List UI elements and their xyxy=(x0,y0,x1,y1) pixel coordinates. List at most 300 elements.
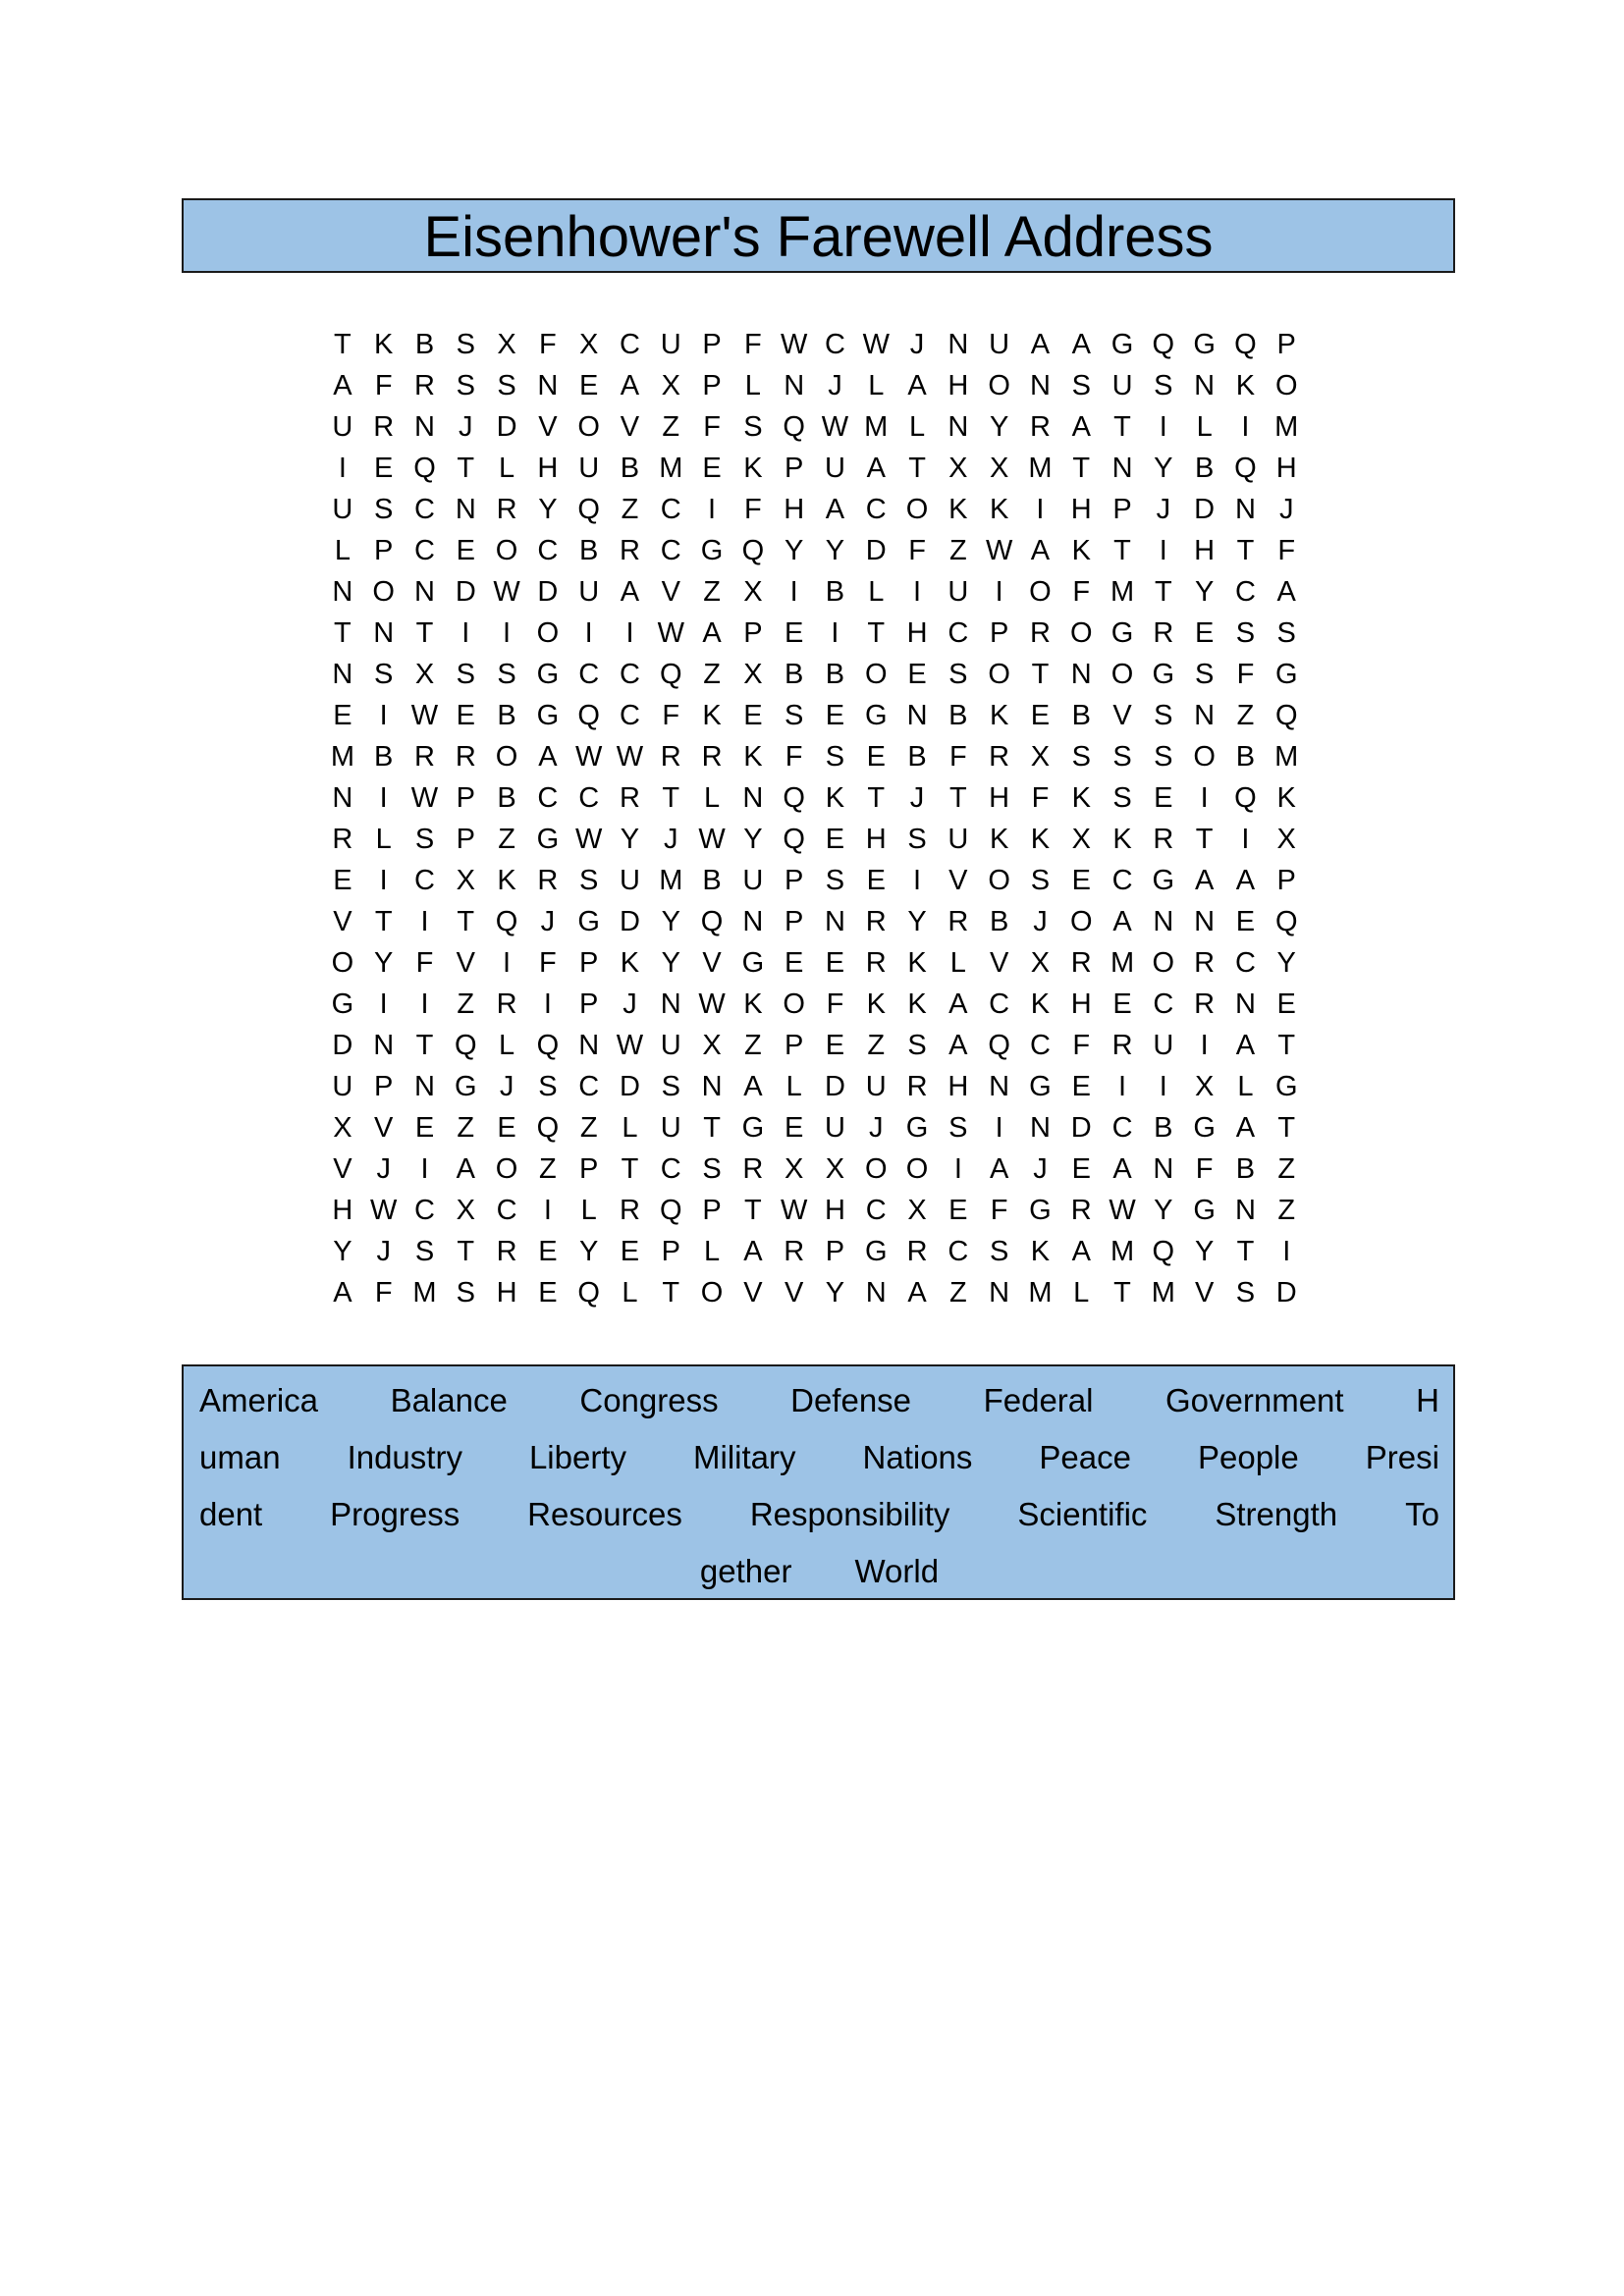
grid-letter: K xyxy=(743,453,763,484)
grid-letter: T xyxy=(1113,411,1131,443)
grid-letter: H xyxy=(1275,453,1297,484)
grid-letter: M xyxy=(1028,1277,1053,1308)
grid-letter: W xyxy=(821,411,849,443)
grid-letter: X xyxy=(743,659,763,690)
grid-letter: S xyxy=(456,329,475,360)
grid-letter: Z xyxy=(539,1153,557,1185)
letter-grid xyxy=(322,324,1320,1313)
grid-letter: J xyxy=(623,988,637,1020)
grid-letter: P xyxy=(702,370,722,401)
grid-letter: J xyxy=(499,1071,514,1102)
grid-letter: I xyxy=(1159,1071,1167,1102)
grid-letter: P xyxy=(743,617,763,649)
grid-letter: N xyxy=(742,906,764,937)
grid-row xyxy=(322,406,1320,448)
grid-letter: R xyxy=(1070,1195,1092,1226)
grid-letter: P xyxy=(579,1153,599,1185)
grid-letter: Z xyxy=(948,535,967,566)
grid-letter: E xyxy=(579,370,599,401)
grid-letter: Z xyxy=(498,824,515,855)
grid-letter: I xyxy=(420,1153,429,1185)
grid-letter: W xyxy=(1109,1195,1136,1226)
grid-letter: G xyxy=(905,1112,929,1144)
grid-letter: B xyxy=(374,741,394,773)
grid-letter: A xyxy=(743,1071,763,1102)
grid-letter: I xyxy=(461,617,470,649)
grid-letter: O xyxy=(1069,906,1093,937)
grid-letter: Y xyxy=(374,947,394,979)
grid-letter: J xyxy=(828,370,842,401)
grid-letter: N xyxy=(455,494,476,525)
grid-letter: C xyxy=(620,659,640,690)
grid-letter: L xyxy=(622,1277,638,1308)
word-list-item: Peace xyxy=(1039,1439,1131,1475)
grid-letter: N xyxy=(1234,988,1256,1020)
word-list-item: Nations xyxy=(862,1439,973,1475)
grid-letter: B xyxy=(1235,741,1256,773)
grid-letter: S xyxy=(579,865,599,896)
grid-letter: E xyxy=(374,453,394,484)
grid-letter: X xyxy=(497,329,516,360)
grid-letter: B xyxy=(1071,700,1091,731)
grid-letter: K xyxy=(1071,535,1091,566)
grid-letter: Z xyxy=(744,1030,762,1061)
grid-letter: E xyxy=(1235,906,1256,937)
grid-letter: T xyxy=(1236,535,1255,566)
grid-letter: O xyxy=(495,535,518,566)
grid-letter: Y xyxy=(661,906,680,937)
grid-letter: G xyxy=(1110,617,1134,649)
grid-letter: W xyxy=(698,988,726,1020)
grid-letter: I xyxy=(1159,535,1167,566)
grid-letter: R xyxy=(414,370,435,401)
grid-letter: S xyxy=(374,494,394,525)
grid-letter: O xyxy=(331,947,354,979)
grid-letter: M xyxy=(330,741,354,773)
grid-letter: D xyxy=(865,535,887,566)
grid-letter: Z xyxy=(457,988,475,1020)
grid-letter: R xyxy=(537,865,559,896)
grid-letter: O xyxy=(988,865,1010,896)
grid-letter: F xyxy=(908,535,926,566)
grid-letter: D xyxy=(496,411,517,443)
grid-row xyxy=(322,613,1320,654)
word-list-item: dent xyxy=(199,1496,263,1532)
grid-letter: J xyxy=(909,329,925,360)
grid-letter: L xyxy=(868,370,885,401)
grid-letter: H xyxy=(947,1071,969,1102)
grid-letter: A xyxy=(1112,1153,1132,1185)
grid-letter: E xyxy=(414,1112,435,1144)
grid-letter: T xyxy=(948,782,967,814)
grid-letter: A xyxy=(620,576,640,608)
grid-letter: A xyxy=(702,617,722,649)
grid-letter: F xyxy=(1031,782,1050,814)
grid-letter: R xyxy=(1029,617,1051,649)
grid-letter: U xyxy=(947,576,969,608)
grid-letter: X xyxy=(989,453,1009,484)
word-list-item: Balance xyxy=(390,1382,508,1418)
grid-letter: G xyxy=(1029,1071,1052,1102)
grid-letter: E xyxy=(333,865,352,896)
grid-letter: G xyxy=(741,947,765,979)
grid-letter: M xyxy=(1028,453,1053,484)
grid-letter: L xyxy=(375,824,392,855)
grid-letter: B xyxy=(1154,1112,1173,1144)
grid-letter: L xyxy=(785,1071,802,1102)
grid-letter: G xyxy=(1110,329,1134,360)
grid-letter: P xyxy=(661,1236,680,1267)
grid-letter: P xyxy=(784,906,804,937)
grid-letter: H xyxy=(537,453,559,484)
grid-letter: E xyxy=(1030,700,1051,731)
grid-letter: E xyxy=(784,617,804,649)
grid-row xyxy=(322,365,1320,406)
grid-letter: O xyxy=(1193,741,1216,773)
grid-letter: A xyxy=(866,453,886,484)
grid-letter: S xyxy=(948,659,968,690)
grid-letter: J xyxy=(869,1112,884,1144)
grid-letter: G xyxy=(864,1236,888,1267)
grid-letter: V xyxy=(333,906,352,937)
grid-letter: C xyxy=(1029,1030,1051,1061)
grid-row xyxy=(322,1025,1320,1066)
grid-letter: A xyxy=(1112,906,1132,937)
grid-letter: P xyxy=(456,824,475,855)
grid-letter: Q xyxy=(455,1030,477,1061)
grid-letter: K xyxy=(989,824,1009,855)
grid-letter: N xyxy=(1029,370,1051,401)
grid-letter: B xyxy=(497,782,516,814)
grid-letter: I xyxy=(1159,411,1167,443)
grid-letter: W xyxy=(410,782,439,814)
word-list-item: Liberty xyxy=(528,1439,627,1475)
grid-letter: F xyxy=(990,1195,1008,1226)
grid-letter: N xyxy=(373,1030,395,1061)
word-list-item: H xyxy=(1416,1382,1439,1418)
grid-letter: K xyxy=(1030,1236,1051,1267)
grid-letter: E xyxy=(866,741,886,773)
grid-letter: T xyxy=(621,1153,639,1185)
grid-letter: I xyxy=(379,865,388,896)
grid-letter: C xyxy=(824,329,845,360)
grid-letter: Q xyxy=(1274,700,1298,731)
grid-letter: H xyxy=(1070,988,1092,1020)
grid-letter: R xyxy=(373,411,395,443)
grid-letter: C xyxy=(537,535,559,566)
grid-letter: Z xyxy=(621,494,639,525)
grid-letter: U xyxy=(332,411,353,443)
grid-letter: C xyxy=(947,617,969,649)
grid-letter: X xyxy=(907,1195,927,1226)
grid-letter: C xyxy=(414,865,435,896)
grid-letter: C xyxy=(660,535,681,566)
grid-letter: O xyxy=(1110,659,1134,690)
grid-letter: N xyxy=(578,1030,600,1061)
grid-letter: G xyxy=(455,1071,477,1102)
grid-letter: V xyxy=(374,1112,394,1144)
grid-letter: R xyxy=(865,906,887,937)
grid-letter: F xyxy=(1072,1030,1091,1061)
grid-letter: E xyxy=(825,824,845,855)
grid-letter: L xyxy=(908,411,926,443)
grid-letter: D xyxy=(620,1071,640,1102)
grid-letter: U xyxy=(989,329,1010,360)
grid-letter: O xyxy=(1069,617,1093,649)
grid-letter: I xyxy=(420,988,429,1020)
grid-letter: V xyxy=(948,865,968,896)
grid-letter: H xyxy=(496,1277,517,1308)
grid-letter: T xyxy=(662,1277,680,1308)
grid-letter: I xyxy=(1241,824,1250,855)
grid-letter: I xyxy=(708,494,717,525)
grid-letter: Y xyxy=(1194,576,1215,608)
grid-letter: C xyxy=(1111,1112,1133,1144)
grid-letter: P xyxy=(784,453,804,484)
grid-letter: R xyxy=(947,906,969,937)
grid-letter: I xyxy=(379,988,388,1020)
grid-letter: K xyxy=(825,782,845,814)
grid-letter: O xyxy=(783,988,805,1020)
grid-letter: W xyxy=(862,329,890,360)
grid-letter: T xyxy=(334,617,352,649)
grid-letter: P xyxy=(1276,329,1296,360)
word-list-item: To xyxy=(1405,1496,1439,1532)
grid-letter: D xyxy=(620,906,640,937)
grid-letter: Y xyxy=(579,1236,599,1267)
grid-letter: C xyxy=(1111,865,1133,896)
grid-letter: H xyxy=(906,617,928,649)
grid-letter: W xyxy=(780,329,808,360)
grid-letter: P xyxy=(579,988,599,1020)
grid-letter: R xyxy=(455,741,476,773)
grid-letter: P xyxy=(1112,494,1132,525)
grid-letter: H xyxy=(784,494,805,525)
grid-letter: T xyxy=(908,453,926,484)
grid-letter: M xyxy=(864,411,889,443)
grid-row xyxy=(322,942,1320,984)
grid-letter: N xyxy=(1153,1153,1174,1185)
grid-letter: U xyxy=(947,824,969,855)
grid-letter: T xyxy=(1236,1236,1255,1267)
grid-row xyxy=(322,448,1320,489)
grid-letter: A xyxy=(1276,576,1296,608)
grid-letter: B xyxy=(1235,1153,1256,1185)
grid-letter: W xyxy=(616,1030,644,1061)
grid-letter: I xyxy=(1241,411,1250,443)
grid-letter: N xyxy=(1194,700,1216,731)
grid-letter: N xyxy=(742,782,764,814)
grid-letter: R xyxy=(620,782,640,814)
grid-letter: S xyxy=(1071,741,1091,773)
grid-letter: W xyxy=(410,700,439,731)
grid-letter: Y xyxy=(784,535,804,566)
grid-letter: T xyxy=(457,1236,475,1267)
grid-letter: K xyxy=(1030,988,1051,1020)
grid-letter: F xyxy=(1072,576,1091,608)
grid-letter: P xyxy=(784,1030,804,1061)
grid-letter: C xyxy=(865,1195,887,1226)
grid-row xyxy=(322,1231,1320,1272)
page-title: Eisenhower's Farewell Address xyxy=(423,205,1214,269)
grid-letter: O xyxy=(988,659,1010,690)
grid-letter: Z xyxy=(703,576,721,608)
grid-letter: L xyxy=(704,782,721,814)
grid-letter: W xyxy=(616,741,644,773)
grid-letter: X xyxy=(948,453,968,484)
grid-letter: X xyxy=(1030,947,1051,979)
grid-letter: Q xyxy=(741,535,765,566)
grid-row xyxy=(322,901,1320,942)
grid-letter: G xyxy=(864,700,888,731)
grid-letter: Q xyxy=(1152,329,1175,360)
grid-letter: I xyxy=(995,1112,1003,1144)
grid-letter: V xyxy=(620,411,640,443)
grid-letter: A xyxy=(1030,329,1051,360)
word-list-item: uman xyxy=(199,1439,281,1475)
grid-letter: S xyxy=(825,865,845,896)
grid-letter: D xyxy=(537,576,559,608)
grid-letter: Q xyxy=(577,494,600,525)
grid-letter: Y xyxy=(743,824,763,855)
grid-letter: E xyxy=(948,1195,968,1226)
grid-letter: T xyxy=(1154,576,1172,608)
grid-letter: O xyxy=(905,1153,929,1185)
grid-letter: L xyxy=(949,947,966,979)
grid-letter: L xyxy=(499,453,515,484)
grid-letter: M xyxy=(1274,741,1299,773)
grid-letter: G xyxy=(741,1112,765,1144)
word-list-item: America xyxy=(199,1382,319,1418)
grid-letter: D xyxy=(1070,1112,1092,1144)
grid-letter: J xyxy=(909,782,925,814)
grid-letter: I xyxy=(913,576,922,608)
grid-letter: R xyxy=(620,535,640,566)
grid-letter: Q xyxy=(577,700,600,731)
word-list-item: World xyxy=(854,1553,940,1589)
grid-letter: N xyxy=(1234,1195,1256,1226)
grid-letter: I xyxy=(625,617,634,649)
grid-letter: Q xyxy=(536,1112,560,1144)
grid-letter: F xyxy=(744,494,762,525)
grid-letter: F xyxy=(539,329,557,360)
grid-letter: S xyxy=(1112,782,1132,814)
grid-letter: K xyxy=(907,988,927,1020)
grid-row xyxy=(322,489,1320,530)
grid-letter: W xyxy=(780,1195,808,1226)
grid-letter: F xyxy=(1195,1153,1214,1185)
grid-letter: W xyxy=(574,741,603,773)
grid-letter: Q xyxy=(659,1195,682,1226)
grid-letter: W xyxy=(985,535,1013,566)
grid-letter: K xyxy=(1235,370,1256,401)
grid-letter: T xyxy=(744,1195,762,1226)
grid-letter: P xyxy=(784,865,804,896)
grid-letter: F xyxy=(948,741,967,773)
grid-letter: F xyxy=(1236,659,1255,690)
grid-letter: X xyxy=(1030,741,1051,773)
grid-letter: I xyxy=(831,617,839,649)
grid-letter: B xyxy=(497,700,516,731)
grid-letter: M xyxy=(1110,1236,1135,1267)
grid-letter: Q xyxy=(783,782,805,814)
grid-letter: S xyxy=(1154,741,1173,773)
grid-letter: R xyxy=(701,741,723,773)
grid-letter: J xyxy=(1278,494,1294,525)
grid-letter: U xyxy=(824,1112,845,1144)
grid-letter: Z xyxy=(457,1112,475,1144)
grid-letter: W xyxy=(698,824,726,855)
grid-letter: N xyxy=(1153,906,1174,937)
grid-letter: Q xyxy=(577,1277,600,1308)
grid-letter: C xyxy=(865,494,887,525)
grid-letter: A xyxy=(1071,1236,1091,1267)
grid-letter: S xyxy=(1235,617,1256,649)
grid-letter: S xyxy=(661,1071,680,1102)
grid-letter: N xyxy=(1111,453,1133,484)
grid-row xyxy=(322,1107,1320,1148)
grid-letter: S xyxy=(374,659,394,690)
grid-letter: M xyxy=(1274,411,1299,443)
grid-letter: I xyxy=(503,617,512,649)
grid-letter: K xyxy=(1276,782,1296,814)
grid-letter: N xyxy=(947,329,969,360)
grid-letter: C xyxy=(1153,988,1174,1020)
grid-letter: S xyxy=(1030,865,1051,896)
grid-letter: A xyxy=(1235,865,1256,896)
grid-letter: E xyxy=(784,1112,804,1144)
grid-letter: H xyxy=(824,1195,845,1226)
grid-letter: A xyxy=(743,1236,763,1267)
grid-letter: R xyxy=(496,494,517,525)
grid-letter: N xyxy=(660,988,681,1020)
grid-letter: N xyxy=(989,1277,1010,1308)
grid-letter: Z xyxy=(948,1277,967,1308)
grid-letter: Y xyxy=(825,535,845,566)
grid-letter: E xyxy=(907,659,927,690)
grid-letter: N xyxy=(906,700,928,731)
grid-letter: K xyxy=(907,947,927,979)
grid-letter: B xyxy=(702,865,722,896)
grid-letter: Z xyxy=(1236,700,1255,731)
grid-letter: T xyxy=(703,1112,721,1144)
grid-letter: F xyxy=(662,700,680,731)
grid-letter: K xyxy=(620,947,640,979)
grid-letter: X xyxy=(456,1195,475,1226)
grid-letter: Z xyxy=(1277,1195,1296,1226)
grid-letter: F xyxy=(374,1277,393,1308)
grid-letter: C xyxy=(947,1236,969,1267)
grid-letter: F xyxy=(703,411,721,443)
grid-letter: R xyxy=(1111,1030,1133,1061)
grid-letter: L xyxy=(704,1236,721,1267)
grid-letter: X xyxy=(579,329,599,360)
grid-letter: R xyxy=(1029,411,1051,443)
grid-letter: T xyxy=(867,782,886,814)
grid-letter: L xyxy=(1196,411,1213,443)
grid-letter: R xyxy=(784,1236,805,1267)
grid-letter: A xyxy=(1071,329,1091,360)
grid-letter: C xyxy=(1234,576,1256,608)
grid-letter: V xyxy=(784,1277,804,1308)
grid-letter: Y xyxy=(1276,947,1296,979)
grid-letter: N xyxy=(414,1071,435,1102)
grid-letter: Q xyxy=(1274,906,1298,937)
grid-letter: R xyxy=(660,741,681,773)
grid-letter: G xyxy=(700,535,724,566)
grid-letter: A xyxy=(948,988,968,1020)
grid-letter: O xyxy=(495,1153,518,1185)
